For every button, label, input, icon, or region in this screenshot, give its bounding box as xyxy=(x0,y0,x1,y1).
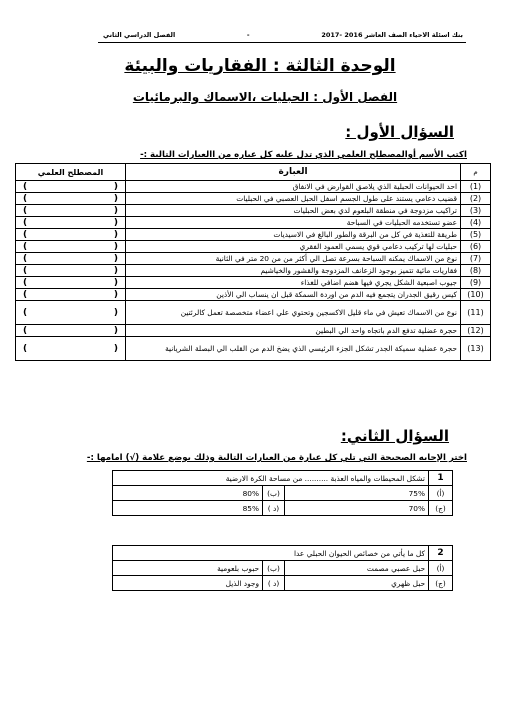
header-dash: - xyxy=(246,31,250,39)
mc-stem: تشكل المحيطات والمياه العذبة .......... من مساحة الكرة الارضية xyxy=(113,471,429,486)
answer-field[interactable] xyxy=(16,289,126,301)
answer-field[interactable] xyxy=(16,217,126,229)
paren-open: ( xyxy=(23,181,28,192)
mc-stem: كل ما يأتي من خصائص الحيوان الحبلي عدا xyxy=(113,546,429,561)
row-number: (7) xyxy=(461,253,491,265)
option-text[interactable]: حبل ظهري xyxy=(285,576,429,591)
table-row xyxy=(16,253,491,265)
option-label: (د ) xyxy=(263,576,285,591)
answer-field[interactable] xyxy=(16,253,126,265)
table-row xyxy=(16,265,491,277)
option-text[interactable]: حبوب بلعومية xyxy=(113,561,263,576)
question1-instruction: اكتب الأسم أوالمصطلح العلمي الذي تدل عليه كل عباره من االعبارات التالية :- xyxy=(140,150,467,160)
row-statement: طريقة للتغذية في كل من البرقة والطور البالغ في الاسيديات xyxy=(126,229,461,241)
row-number: (11) xyxy=(461,301,491,325)
paren-open: ( xyxy=(23,343,28,354)
option-text[interactable]: وجود الذيل xyxy=(113,576,263,591)
row-statement: قضيب دعامي يستند على طول الجسم اسفل الحبل العصبي في الحبليات xyxy=(126,193,461,205)
paren-close: ) xyxy=(113,265,118,276)
paren-close: ) xyxy=(113,325,118,336)
paren-close: ) xyxy=(113,241,118,252)
table-row xyxy=(16,217,491,229)
option-label: (ب) xyxy=(263,561,285,576)
question1-title: السؤال الأول : xyxy=(345,123,454,141)
page-header xyxy=(103,31,463,39)
table-row xyxy=(16,193,491,205)
row-statement: كيس رقيق الجدران يتجمع فيه الدم من اوردة السمكة قبل ان ينساب الي الأذين xyxy=(126,289,461,301)
row-statement: جيوب اصبعية الشكل يجري فيها هضم اضافي للغذاء xyxy=(126,277,461,289)
row-statement: نوع من الاسماك تعيش في ماء قليل الاكسجين وتحتوي علي اعضاء متخصصة تعمل كالرئتين xyxy=(126,301,461,325)
answer-field[interactable] xyxy=(16,337,126,361)
table-row xyxy=(16,277,491,289)
row-statement: فقاريات مائية تتميز بوجود الزعانف المزدوجة والقشور والخياشيم xyxy=(126,265,461,277)
header-semester: الفصل الدراسي الثاني xyxy=(103,31,176,39)
header-rule xyxy=(98,42,466,43)
unit-title: الوحدة الثالثة : الفقاريات والبيئة xyxy=(124,56,396,76)
answer-field[interactable] xyxy=(16,325,126,337)
paren-close: ) xyxy=(113,205,118,216)
row-statement: نوع من الاسماك يمكنه السباحة بسرعة تصل الي أكثر من من 20 متر في الثانية xyxy=(126,253,461,265)
paren-open: ( xyxy=(23,241,28,252)
table-row xyxy=(16,229,491,241)
col-num-header: م xyxy=(461,164,491,181)
row-number: (5) xyxy=(461,229,491,241)
row-number: (4) xyxy=(461,217,491,229)
table-row xyxy=(16,181,491,193)
option-text[interactable]: حبل عصبي مصمت xyxy=(285,561,429,576)
chapter-subtitle: الفصل الأول : الحبليات ،الاسماك والبرمائيات xyxy=(132,90,398,104)
paren-open: ( xyxy=(23,193,28,204)
paren-close: ) xyxy=(113,253,118,264)
option-text[interactable]: 70% xyxy=(285,501,429,516)
option-label: (ب) xyxy=(263,486,285,501)
row-statement: حجرة عضلية تدفع الدم باتجاه واحد الي البطين xyxy=(126,325,461,337)
answer-field[interactable] xyxy=(16,265,126,277)
header-title: بنك اسئلة الاحياء الصف العاشر 2016 -2017 xyxy=(321,31,463,39)
paren-open: ( xyxy=(23,325,28,336)
paren-open: ( xyxy=(23,277,28,288)
answer-field[interactable] xyxy=(16,241,126,253)
answer-field[interactable] xyxy=(16,205,126,217)
row-number: (13) xyxy=(461,337,491,361)
row-statement: حجرة عضلية سميكة الجدر تشكل الجزء الرئيسي الذي يضخ الدم من القلب الي البصلة الشريانية xyxy=(126,337,461,361)
row-statement: عضو تستخدمه الحبليات في السباحة xyxy=(126,217,461,229)
answer-field[interactable] xyxy=(16,193,126,205)
mc-question-2 xyxy=(112,545,453,591)
row-number: (3) xyxy=(461,205,491,217)
answer-field[interactable] xyxy=(16,277,126,289)
paren-close: ) xyxy=(113,277,118,288)
paren-close: ) xyxy=(113,289,118,300)
option-label: (د ) xyxy=(263,501,285,516)
paren-open: ( xyxy=(23,205,28,216)
paren-close: ) xyxy=(113,343,118,354)
question2-title: السؤال الثاني: xyxy=(340,427,449,445)
mc-question-1 xyxy=(112,470,453,516)
paren-close: ) xyxy=(113,307,118,318)
row-statement: احد الحيوانات الحبلية الذي يلاصق القوارض في الانفاق xyxy=(126,181,461,193)
answer-field[interactable] xyxy=(16,229,126,241)
row-statement: حبليات لها تركيب دعامي قوي يسمي العمود الفقري xyxy=(126,241,461,253)
row-statement: تراكيب مزدوجة في منطقة البلعوم لدي بعض الحبليات xyxy=(126,205,461,217)
mc-number: 1 xyxy=(429,471,453,486)
col-statement-header: العبارة xyxy=(126,164,461,181)
answer-field[interactable] xyxy=(16,181,126,193)
row-number: (1) xyxy=(461,181,491,193)
mc-number: 2 xyxy=(429,546,453,561)
col-term-header: المصطلح العلمي xyxy=(16,164,126,181)
option-label: (أ) xyxy=(429,561,453,576)
option-label: (ج) xyxy=(429,576,453,591)
table-row xyxy=(16,301,491,325)
row-number: (9) xyxy=(461,277,491,289)
option-label: (ج) xyxy=(429,501,453,516)
paren-open: ( xyxy=(23,265,28,276)
table-row xyxy=(16,289,491,301)
table-row xyxy=(16,325,491,337)
row-number: (8) xyxy=(461,265,491,277)
paren-close: ) xyxy=(113,181,118,192)
answer-field[interactable] xyxy=(16,301,126,325)
question2-instruction: اختر الإجابه الصحيحة التي تلي كل عبارة من العبارات التالية وذلك بوضع علامة (√) امامها :- xyxy=(86,453,467,463)
paren-close: ) xyxy=(113,193,118,204)
option-text[interactable]: 80% xyxy=(113,486,263,501)
paren-open: ( xyxy=(23,307,28,318)
paren-close: ) xyxy=(113,217,118,228)
option-text[interactable]: 85% xyxy=(113,501,263,516)
terms-table xyxy=(15,163,491,361)
option-label: (أ) xyxy=(429,486,453,501)
terms-table-header xyxy=(16,164,491,181)
option-text[interactable]: 75% xyxy=(285,486,429,501)
paren-open: ( xyxy=(23,289,28,300)
table-row xyxy=(16,205,491,217)
paren-open: ( xyxy=(23,253,28,264)
row-number: (12) xyxy=(461,325,491,337)
paren-open: ( xyxy=(23,217,28,228)
paren-close: ) xyxy=(113,229,118,240)
row-number: (2) xyxy=(461,193,491,205)
row-number: (10) xyxy=(461,289,491,301)
table-row xyxy=(16,337,491,361)
paren-open: ( xyxy=(23,229,28,240)
row-number: (6) xyxy=(461,241,491,253)
table-row xyxy=(16,241,491,253)
